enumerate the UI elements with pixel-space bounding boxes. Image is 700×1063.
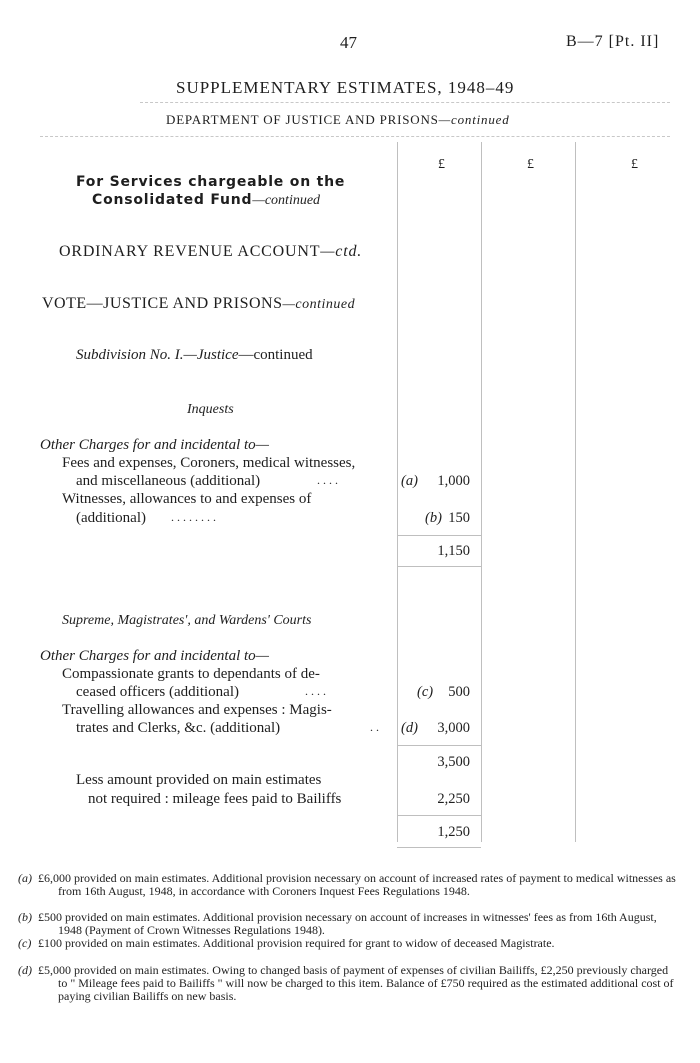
footnote-c-text: £100 provided on main estimates. Additional provision required for grant to widow of deceased Magistrate.: [38, 936, 555, 950]
inquests-item1-line1: Fees and expenses, Coroners, medical witnesses,: [62, 455, 356, 471]
column-divider-1: [397, 142, 398, 842]
footnote-b-label: (b): [18, 910, 32, 924]
inquests-other-charges: Other Charges for and incidental to—: [40, 437, 270, 453]
page-reference: B—7 [Pt. II]: [566, 33, 660, 50]
courts-total-rule: [397, 815, 481, 816]
footnote-a: [18, 871, 678, 898]
courts-total: 1,250: [437, 824, 470, 840]
subdivision-heading: [76, 347, 313, 364]
courts-other-charges: Other Charges for and incidental to—: [40, 648, 270, 664]
inquests-item1-leaders: . . . .: [317, 473, 338, 487]
courts-item2-line1: Travelling allowances and expenses : Magis-: [62, 702, 332, 718]
services-heading-line1: For Services chargeable on the: [76, 174, 346, 190]
department-name: DEPARTMENT OF JUSTICE AND PRISONS: [166, 112, 439, 127]
footnote-b: [18, 910, 678, 937]
courts-item1-ref: (c): [417, 684, 434, 700]
department-rule: [40, 136, 670, 137]
courts-total-underline: [397, 847, 481, 848]
title-rule: [140, 102, 670, 103]
courts-subtotal: 3,500: [437, 754, 470, 770]
column-pound-2: £: [527, 157, 534, 172]
page-number: 47: [340, 33, 357, 52]
courts-item1-line1: Compassionate grants to dependants of de-: [62, 666, 320, 682]
column-divider-3: [575, 142, 576, 842]
inquests-item2-leaders: . . . . . . . .: [171, 510, 216, 524]
inquests-item1-amount: 1,000: [437, 473, 470, 489]
vote-name: VOTE—JUSTICE AND PRISONS: [42, 295, 283, 312]
inquests-item1-ref: (a): [401, 473, 418, 489]
footnote-d-text: £5,000 provided on main estimates. Owing to changed basis of payment of expenses of civilian Bailiffs, £2,250 previously charged to " Mileage fees paid to Bailiffs " will now be charged to this item. Balance of £750 required as the estimated additional cost of paying civilian Bailiffs on new basis.: [38, 963, 674, 1003]
inquests-item2-line2: (additional): [76, 510, 146, 526]
courts-less-amount: 2,250: [437, 791, 470, 807]
consolidated-fund: Consolidated Fund: [92, 192, 253, 208]
services-heading-line2: [92, 192, 320, 209]
account-heading: [59, 243, 362, 261]
footnote-a-label: (a): [18, 871, 32, 885]
footnote-d: [18, 963, 678, 1003]
inquests-total-underline: [397, 566, 481, 567]
vote-continued: —continued: [282, 297, 356, 312]
inquests-total-rule: [397, 535, 481, 536]
courts-item2-ref: (d): [401, 720, 418, 736]
courts-heading: Supreme, Magistrates', and Wardens' Courts: [62, 613, 312, 628]
subdivision-continued: —continued: [238, 347, 313, 363]
footnote-d-label: (d): [18, 963, 32, 977]
inquests-item1-line2: and miscellaneous (additional): [76, 473, 261, 489]
courts-item2-line2: trates and Clerks, &c. (additional): [76, 720, 281, 736]
courts-item2-leaders: . .: [370, 720, 379, 734]
courts-item1-line2: ceased officers (additional): [76, 684, 239, 700]
vote-heading: [42, 295, 355, 313]
column-pound-3: £: [631, 157, 638, 172]
account-continued: —ctd.: [320, 243, 363, 260]
account-name: ORDINARY REVENUE ACCOUNT: [59, 243, 321, 260]
inquests-item2-amount: 150: [448, 510, 470, 526]
column-pound-1: £: [438, 157, 445, 172]
footnote-c-label: (c): [18, 936, 32, 950]
courts-subtotal-rule: [397, 745, 481, 746]
courts-item1-leaders: . . . .: [305, 684, 326, 698]
courts-less-line2: not required : mileage fees paid to Bailiffs: [88, 791, 342, 807]
courts-item1-amount: 500: [448, 684, 470, 700]
inquests-item2-line1: Witnesses, allowances to and expenses of: [62, 491, 312, 507]
column-divider-2: [481, 142, 482, 842]
inquests-item2-ref: (b): [425, 510, 442, 526]
inquests-total: 1,150: [437, 543, 470, 559]
footnote-c: [18, 936, 678, 950]
footnote-b-text: £500 provided on main estimates. Additional provision necessary on account of increases in witnesses' fees as from 16th August, 1948 (Payment of Crown Witnesses Regulations 1948).: [38, 910, 657, 937]
inquests-heading: Inquests: [187, 402, 234, 417]
department-continued: —continued: [438, 112, 510, 127]
courts-item2-amount: 3,000: [437, 720, 470, 736]
department-heading: [166, 112, 510, 128]
footnote-a-text: £6,000 provided on main estimates. Additional provision necessary on account of increased rates of payment to medical witnesses as from 16th August, 1948, in accordance with Coroners Inquest Fees Regulations 1948.: [38, 871, 676, 898]
courts-less-line1: Less amount provided on main estimates: [76, 772, 322, 788]
subdivision-name: Subdivision No. I.—Justice: [76, 347, 239, 363]
page-title: SUPPLEMENTARY ESTIMATES, 1948–49: [176, 78, 515, 97]
services-continued: —continued: [252, 193, 321, 208]
